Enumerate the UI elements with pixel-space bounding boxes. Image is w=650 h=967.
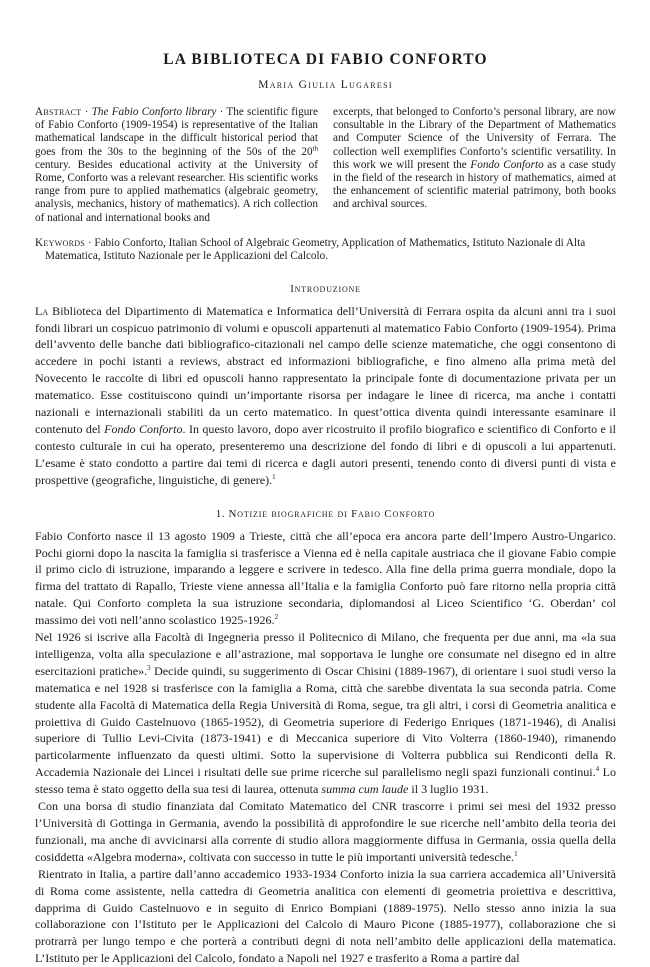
intro-italic: Fondo Conforto [104, 421, 183, 436]
section1-number: 1. [215, 507, 226, 520]
abstract-sup: th [312, 143, 318, 152]
section1-p2-italic: summa cum laude [321, 782, 409, 797]
footnote-ref: 1 [514, 849, 518, 858]
section1-paragraph-3 [35, 798, 616, 866]
intro-dropcap: La [35, 303, 49, 318]
abstract-text-cont: century. Besides educational activity at the University of Rome, Conforto was a relevant researcher. His scientific works range from pure to applied mathematics (algebraic geometry, analysis, mechanics, history of mathematics). A rich collection of national and international books and [35, 158, 318, 224]
keywords [35, 237, 616, 264]
section1-p1-text: Fabio Conforto nasce il 13 agosto 1909 a Trieste, città che all’epoca era ancora parte dell’Impero Austro-Ungarico. Pochi giorni dopo la nascita la famiglia si trasferisce a Vienna ed è nella capitale austriaca che il giovane Fabio compie il primo ciclo di istruzione, imparando a leggere e scrivere in tedesco. Alla fine della prima guerra mondiale, dopo la firma del trattato di Rapallo, Trieste viene annessa all’Italia e la famiglia Conforto può fare ritorno nella propria città natale. Qui Conforto completa la sua istruzione secondaria, diplomandosi al Liceo Scientifico ‘G. Oberdan’ col massimo dei voti nell’anno scolastico 1925-1926. [35, 528, 616, 628]
section1-p2-text: Nel 1926 si iscrive alla Facoltà di Ingegneria presso il Politecnico di Milano, che frequenta per due anni, ma «la sua intelligenza, volta alla speculazione e all’astrazione, mal sopportava le lunghe ore consumate nel disegno ed in altre esercitazioni pratiche». [35, 630, 616, 678]
abstract-italic-title: The Fabio Conforto library [91, 106, 217, 118]
abstract-col2-italic: Fondo Conforto [470, 158, 544, 171]
abstract-separator: · [81, 106, 92, 118]
keywords-text: · Fabio Conforto, Italian School of Algebraic Geometry, Application of Mathematics, Istituto Nazionale di Alta Matematica, Istituto Nazionale per le Applicazioni del Calcolo. [45, 236, 586, 263]
intro-paragraph [35, 303, 616, 489]
abstract-column-left [35, 106, 318, 225]
paper-title: LA BIBLIOTECA DI FABIO CONFORTO [163, 51, 488, 68]
section1-paragraph-4 [35, 866, 616, 967]
abstract-col2-text: excerpts, that belonged to Conforto’s personal library, are now consultable in the Library of the Department of Mathematics and Computer Science of the University of Ferrara. The collection well exemplifies Conforto’s scientific versatility. In this work we will present the [333, 106, 616, 171]
abstract-label: Abstract [35, 106, 82, 118]
footnote-ref: 4 [595, 765, 600, 774]
abstract-col2-text-cont: as a case study in the field of the research in history of mathematics, aimed at the enhancement of scientific material patrimony, both books and archival sources. [333, 158, 616, 211]
footnote-ref: 3 [147, 663, 151, 672]
footnote-ref: 2 [274, 613, 279, 622]
abstract-text: · The scientific figure of Fabio Conforto (1909-1954) is representative of the Italian mathematical landscape in the difficult historical period that goes from the 30s to the beginning of the 50s of the 20 [35, 106, 318, 158]
section1-p4-text: Rientrato in Italia, a partire dall’anno accademico 1933-1934 Conforto inizia la sua carriera accademica all’Università di Roma come assistente, nella cattedra di Geometria analitica con elementi di geometria proiettiva e descrittiva, dapprima di Guido Castelnuovo e in seguito di Enrico Bompiani (1889-1975). Nello stesso anno inizia la sua collaborazione con l’Istituto per le Applicazioni del Calcolo di Mauro Picone (1885-1977), collaborazione che si protrarrà per lungo tempo e che porterà a contributi degni di nota nell’ambito delle applicazioni della matematica. L’Istituto per le Applicazioni del Calcolo, fondato a Napoli nel 1927 e trasferito a Roma a partire dal [35, 866, 616, 966]
intro-heading [35, 282, 616, 296]
section1-heading-text: Notizie biografiche di Fabio Conforto [228, 507, 436, 520]
keywords-label: Keywords [35, 236, 86, 249]
abstract-column-right [333, 106, 616, 225]
section1-heading [35, 507, 616, 521]
section1-paragraph-1 [35, 528, 616, 629]
section1-p3-text: Con una borsa di studio finanziata dal Comitato Matematico del CNR trascorre i primi sei mesi del 1932 presso l’Università di Gottinga in Germania, avendo la possibilità di approfondire le sue ricerche nell’ambito della teoria dei funzionali, ma anche di avvicinarsi alla corrente di studio allora maggiormente diffusa in Germania, ossia quella della cosiddetta «Algebra moderna», coltivata con successo in tutte le più importanti università tedesche. [35, 799, 616, 864]
section1-paragraph-2 [35, 629, 616, 798]
section1-p2-text-cont: Decide quindi, su suggerimento di Oscar Chisini (1889-1967), di orientare i suoi studi verso la matematica e nel 1928 si trasferisce con la famiglia a Roma, città che sarebbe diventata la sua seconda patria. Come studente alla Facoltà di Matematica della Regia Università di Roma, segue, tra gli altri, i corsi di Geometria analitica e proiettiva di Guido Castelnuovo (1865-1952), di Geometria superiore di Federigo Enriques (1871-1946), di Analisi superiore di Tullio Levi-Civita (1873-1941) e di Meccanica superiore di Vito Volterra (1860-1940), rimanendo particolarmente influenzato da questi ultimi. Sotto la supervisione di Volterra pubblica sui Rendiconti della R. Accademia Nazionale dei Lincei i risultati delle sue prime ricerche sul parallelismo negli spazi funzionali continui. [35, 663, 616, 780]
intro-text-cont: . In questo lavoro, dopo aver ricostruito il profilo biografico e scientifico di Conforto e il contesto culturale in cui ha operato, presenteremo una descrizione del fondo di libri e di opuscoli a lui appartenuti. L’esame è stato condotto a partire dai temi di ricerca e dagli autori presenti, tenendo conto di diversi punti di vista e prospettive (geografiche, linguistiche, di genere). [35, 421, 616, 487]
section1-p2-text-end: il 3 luglio 1931. [408, 782, 489, 797]
section1-p2-text-cont2: Lo stesso tema è stato oggetto della sua tesi di laurea, ottenuta [35, 765, 616, 797]
intro-heading-text: Introduzione [290, 282, 361, 295]
abstract [35, 106, 616, 225]
footnote-ref: 1 [272, 472, 276, 481]
author-name: Maria Giulia Lugaresi [258, 79, 393, 91]
intro-text: Biblioteca del Dipartimento di Matematica e Informatica dell’Università di Ferrara ospita da alcuni anni tra i suoi fondi librari un cospicuo patrimonio di volumi e opuscoli appartenuti al matematico Fabio Conforto (1909-1954). Prima dell’avvento delle banche dati bibliografico-citazionali nel campo delle scienze matematiche, che oggi consentono di accedere in pochi istanti a reviews, abstract ed informazioni bibliografiche, e fino almeno alla prima metà del Novecento le raccolte di libri ed opuscoli hanno rappresentato la principale fonte di documentazione privata per un matematico. Esse costituiscono quindi un’importante risorsa per indagare le linee di ricerca, ma anche i contatti nazionali e internazionali stabiliti da un certo matematico. In quest’ottica diventa quindi interessante esaminare il contenuto del [35, 303, 616, 436]
